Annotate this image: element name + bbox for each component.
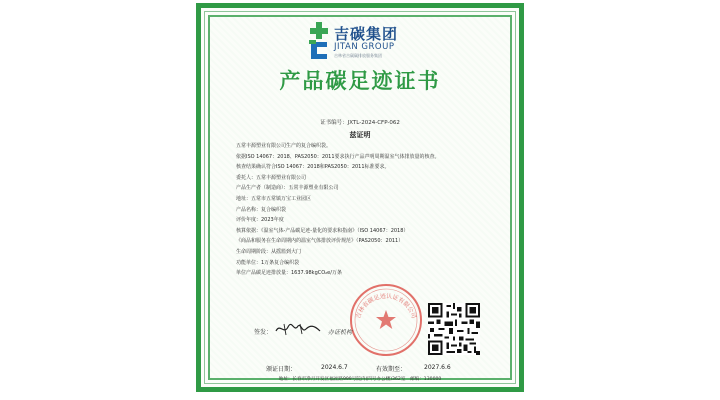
body-line: 五常丰源塑业有限公司生产的复合编织袋。 — [236, 143, 332, 149]
certificate-title: 产品碳足迹证书 — [279, 69, 441, 93]
body-line: 生命周期阶段：从摇篮到大门 — [236, 248, 302, 255]
body-line: 核算依据：《温室气体-产品碳足迹-量化的要求和指南》（ISO 14067：2018） — [236, 227, 409, 234]
body-line: 委托人：五常丰源塑业有限公司 — [236, 174, 307, 181]
certificate-heading: 兹证明 — [349, 131, 371, 139]
body-line: 单位产品碳足迹排放量：1637.98kgCO₂e/万条 — [236, 270, 342, 277]
handwritten-signature — [274, 321, 324, 337]
signature-label: 签发： — [254, 329, 273, 336]
body-line: 依据ISO 14067：2018、PAS2050：2011要求执行产品声明周期温室气体排放量的核查。 — [236, 153, 440, 160]
body-line: 核查结果确认符合ISO 14067：2018和PAS2050：2011标准要求。 — [236, 164, 390, 171]
issue-date: 2024.6.7 — [321, 364, 348, 371]
valid-until-label: 有效期至： — [376, 366, 407, 373]
jitan-logo-icon — [308, 21, 330, 61]
certificate-number: 证书编号：JXTL-2024-CFP-062 — [320, 120, 400, 126]
brand-name-cn: 吉碳集团 — [334, 25, 399, 43]
certificate — [196, 3, 524, 392]
qr-code — [428, 303, 480, 355]
body-line: 产品名称：复合编织袋 — [236, 206, 287, 213]
body-line: 功能单位：1万条复合编织袋 — [236, 259, 300, 266]
seal-text: 吉林省碳足迹认证有限公司 — [354, 292, 418, 320]
issuer-address: 地址：长春市净月开发区福祉路999号院内(四号办公楼)362室 邮编：130000 — [278, 377, 442, 382]
brand-name-en: JITAN GROUP — [334, 42, 395, 52]
official-seal-stamp — [347, 281, 425, 359]
body-line: 评价年度：2023年度 — [236, 217, 284, 224]
issue-date-label: 颁证日期： — [266, 366, 297, 373]
brand-logo — [308, 19, 418, 63]
issuing-authority: 办证机构 — [328, 329, 353, 336]
certificate-body — [236, 141, 496, 279]
body-line: 地址：五常市五常镇万宝工业园区 — [236, 195, 312, 202]
body-line: 产品生产者（制造商）：五常丰源塑业有限公司 — [236, 185, 339, 192]
body-line: 《商品和服务在生命周期内的温室气体排放评价规范》（PAS2050：2011） — [236, 238, 404, 245]
valid-until-date: 2027.6.6 — [424, 364, 451, 371]
brand-tagline: 吉林省吉碳碳排放服务集团 — [334, 53, 382, 58]
